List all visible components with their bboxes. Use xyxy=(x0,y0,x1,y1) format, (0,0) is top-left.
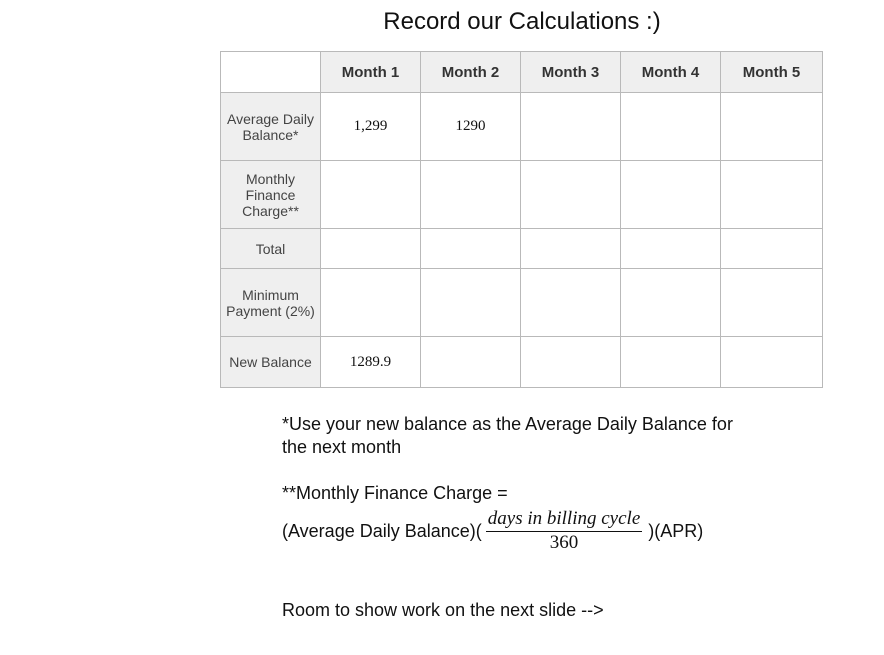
table-cell[interactable] xyxy=(721,161,823,229)
footer-note: Room to show work on the next slide --> xyxy=(282,600,604,620)
table-row-new-balance xyxy=(221,337,823,388)
table-cell[interactable] xyxy=(321,269,421,337)
formula-numerator: days in billing cycle xyxy=(486,508,642,532)
table-cell[interactable] xyxy=(421,161,521,229)
row-label: Total xyxy=(221,229,321,269)
table-cell[interactable]: 1,299 xyxy=(321,93,421,161)
column-header-month-3: Month 3 xyxy=(521,52,621,93)
table-cell[interactable] xyxy=(521,229,621,269)
table-cell[interactable]: 1289.9 xyxy=(321,337,421,388)
column-header-month-1: Month 1 xyxy=(321,52,421,93)
table-cell[interactable] xyxy=(721,229,823,269)
table-cell[interactable] xyxy=(521,161,621,229)
table-cell[interactable] xyxy=(721,93,823,161)
table-cell[interactable] xyxy=(621,337,721,388)
table-cell[interactable] xyxy=(321,161,421,229)
formula-fraction xyxy=(486,508,642,554)
table-cell[interactable]: 1290 xyxy=(421,93,521,161)
row-label: Minimum Payment (2%) xyxy=(221,269,321,337)
table-cell[interactable] xyxy=(521,269,621,337)
table-cell[interactable] xyxy=(621,269,721,337)
table-cell[interactable] xyxy=(321,229,421,269)
formula-left: (Average Daily Balance)( xyxy=(282,520,482,541)
table-cell[interactable] xyxy=(421,337,521,388)
table-row-total xyxy=(221,229,823,269)
note-average-daily-balance: *Use your new balance as the Average Daily Balance for the next month xyxy=(282,414,733,457)
table-cell[interactable] xyxy=(621,161,721,229)
table-cell[interactable] xyxy=(521,337,621,388)
table-cell[interactable] xyxy=(421,269,521,337)
finance-charge-formula xyxy=(282,508,703,554)
column-header-month-2: Month 2 xyxy=(421,52,521,93)
table-row-average-daily-balance xyxy=(221,93,823,161)
table-cell[interactable] xyxy=(521,93,621,161)
table-cell[interactable] xyxy=(721,269,823,337)
table-row-minimum-payment xyxy=(221,269,823,337)
row-label: Monthly Finance Charge** xyxy=(221,161,321,229)
column-header-month-4: Month 4 xyxy=(621,52,721,93)
table-cell[interactable] xyxy=(421,229,521,269)
table-cell[interactable] xyxy=(621,93,721,161)
row-label: Average Daily Balance* xyxy=(221,93,321,161)
column-header-month-5: Month 5 xyxy=(721,52,823,93)
note-finance-charge-heading: **Monthly Finance Charge = xyxy=(282,483,508,503)
corner-cell xyxy=(221,52,321,93)
row-label: New Balance xyxy=(221,337,321,388)
header-row xyxy=(221,52,823,93)
formula-right: )(APR) xyxy=(648,520,704,541)
notes xyxy=(282,413,762,505)
formula-denominator: 360 xyxy=(549,532,579,553)
table-cell[interactable] xyxy=(721,337,823,388)
page-title: Record our Calculations :) xyxy=(383,8,661,35)
table-cell[interactable] xyxy=(621,229,721,269)
calculation-table xyxy=(220,51,823,388)
table-row-monthly-finance-charge xyxy=(221,161,823,229)
